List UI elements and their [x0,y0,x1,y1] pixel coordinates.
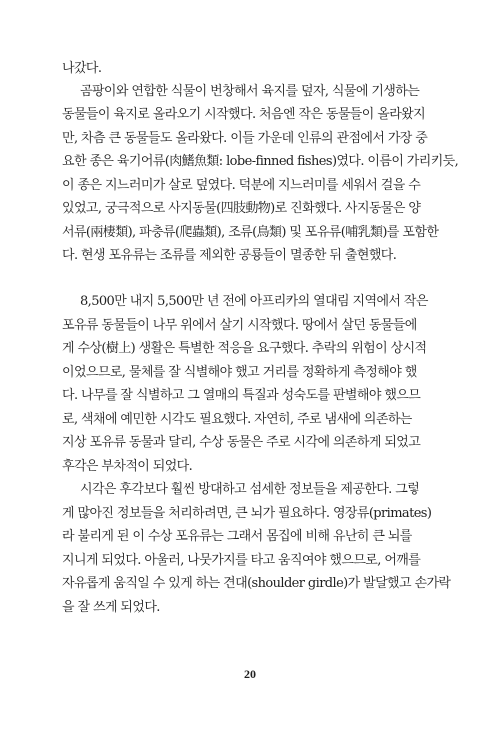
text-line: 을 잘 쓰게 되었다. [62,600,160,615]
text-line: 로, 색채에 예민한 시각도 필요했다. 자연히, 주로 냄새에 의존하는 [62,412,412,427]
text-line: 포유류 동물들이 나무 위에서 살기 시작했다. 땅에서 살던 동물들에 [62,318,417,333]
text-line: 이 종은 지느러미가 살로 덮였다. 덕분에 지느러미를 세워서 걸을 수 [62,178,421,193]
text-line: 다. 나무를 잘 식별하고 그 열매의 특질과 성숙도를 판별해야 했으므 [62,388,421,403]
text-line: 8,500만 내지 5,500만 년 전에 아프리카의 열대림 지역에서 작은 [80,294,428,309]
text-line: 게 수상(樹上) 생활은 특별한 적응을 요구했다. 추락의 위험이 상시적 [62,341,427,356]
text-line: 서류(兩棲類), 파충류(爬蟲類), 조류(鳥類) 및 포유류(哺乳類)를 포함한 [62,225,439,240]
text-line: 후각은 부차적이 되었다. [62,459,193,474]
text-line: 만, 차츰 큰 동물들도 올라왔다. 이들 가운데 인류의 관점에서 가장 중 [62,131,428,146]
text-line: 요한 종은 육기어류(肉鰭魚類: lobe-finned fishes)였다. 이름이 가리키듯, [62,154,459,169]
text-line: 이었으므로, 물체를 잘 식별해야 했고 거리를 정확하게 측정해야 했 [62,365,417,380]
text-line: 동물들이 육지로 올라오기 시작했다. 처음엔 작은 동물들이 올라왔지 [62,107,426,122]
text-line: 라 불리게 된 이 수상 포유류는 그래서 몸집에 비해 유난히 큰 뇌를 [62,529,412,544]
text-line: 지니게 되었다. 아울러, 나뭇가지를 타고 움직여야 했으므로, 어깨를 [62,553,421,568]
text-line: 자유롭게 움직일 수 있게 하는 견대(shoulder girdle)가 발달했고 손가락 [62,576,451,591]
text-line: 나갔다. [62,61,102,76]
text-line: 다. 현생 포유류는 조류를 제외한 공룡들이 멸종한 뒤 출현했다. [62,248,397,263]
text-line: 지상 포유류 동물과 달리, 수상 동물은 주로 시각에 의존하게 되었고 [62,435,421,450]
text-line: 시각은 후각보다 훨씬 방대하고 섬세한 정보들을 제공한다. 그렇 [80,482,420,497]
text-line: 게 많아진 정보들을 처리하려면, 큰 뇌가 필요하다. 영장류(primates) [62,506,432,521]
text-line: 곰팡이와 연합한 식물이 번창해서 육지를 덮자, 식물에 기생하는 [80,84,420,99]
page-number: 20 [244,667,256,681]
text-line: 있었고, 궁극적으로 사지동물(四肢動物)로 진화했다. 사지동물은 양 [62,201,421,216]
